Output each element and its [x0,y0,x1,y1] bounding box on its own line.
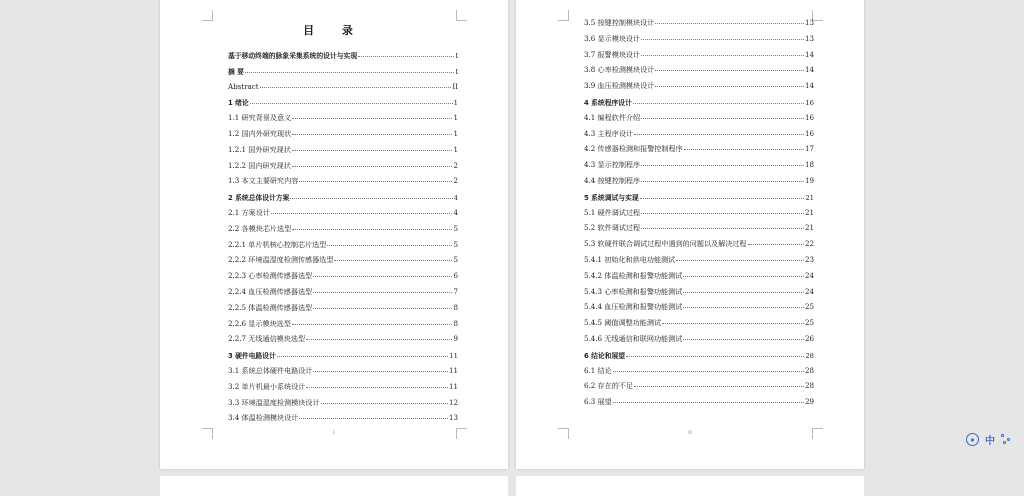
toc-entry-page: 6 [453,271,458,281]
toc-entry-page: 16 [804,128,814,138]
toc-entry-title: 1.3 本文主要研究内容 [228,176,299,186]
toc-entry-page: 11 [448,365,458,375]
toc-entry[interactable] [584,350,814,366]
toc-leader-dots [313,275,452,277]
toc-leader-dots [641,164,804,166]
toc-entry-page: 5 [453,239,458,249]
toc-entry-title: 5.4.6 无线通信和联网功能测试 [584,333,683,343]
toc-leader-dots [634,385,804,387]
toc-entry[interactable] [584,18,814,34]
toc-entry-title: 5.4.2 体温检测和报警功能测试 [584,270,683,280]
toc-entry[interactable] [228,113,458,129]
toc-entry-title: Abstract [228,81,259,91]
toc-entry-page: 18 [804,160,814,170]
toc-entry-page: 1 [453,99,458,108]
toc-entry-page: 25 [804,302,814,312]
toc-entry[interactable] [584,318,814,334]
toc-leader-dots [292,149,453,151]
toc-entry-page: 14 [804,65,814,75]
toc-leader-dots [313,291,452,293]
toc-entry-title: 2.2.6 显示模块选型 [228,318,291,328]
toc-entry[interactable] [228,287,458,303]
toc-entry-page: I [455,52,458,60]
toc-entry[interactable] [228,398,458,414]
toc-entry-page: 1 [453,128,458,138]
margin-mark [558,10,569,21]
toc-entry-page: 5 [453,223,458,233]
toc-entry[interactable] [228,350,458,366]
toc-entry-page: 21 [804,207,814,217]
toc-entry-page: I [455,67,458,76]
toc-entry-title: 1.2.1 国外研究现状 [228,144,291,154]
toc-entry-page: 13 [804,33,814,43]
toc-entry-title: 4.4 按键控制程序 [584,175,641,185]
toc-entry-page: 21 [804,223,814,233]
toc-entry[interactable] [584,255,814,271]
document-page-4-top [516,476,864,496]
toc-entry[interactable] [228,255,458,271]
toc-entry-title: 3.9 血压检测模块设计 [584,81,655,91]
toc-entry-title: 6.2 存在的不足 [584,381,634,391]
toc-entry-title: 3.1 系统总体硬件电路设计 [228,365,313,375]
toc-entry-title: 2.2.2 环境温湿度检测传感器选型 [228,255,334,265]
toc-entry-title: 5.4.5 阈值调整功能测试 [584,318,662,328]
toc-leader-dots [655,85,804,87]
toc-entry-page: 17 [804,144,814,154]
toc-entry-title: 4.2 传感器检测和报警控制程序 [584,144,683,154]
toc-entry-page: 29 [804,397,814,407]
toc-entry[interactable] [584,129,814,145]
toc-leader-dots [626,355,804,357]
toc-entry[interactable] [228,129,458,145]
toc-entry-page: 9 [453,334,458,344]
toc-leader-dots [260,86,452,88]
toc-entry-page: 7 [453,286,458,296]
toc-entry-page: 2 [453,160,458,170]
toc-entry-page: 14 [804,49,814,59]
toc-entry-title: 1.2 国内外研究现状 [228,128,292,138]
toc-entry-title: 1.2.2 国内研究现状 [228,160,291,170]
toc-leader-dots [748,243,804,245]
toc-entry-page: 5 [453,255,458,265]
toc-entry[interactable] [228,319,458,335]
toc-entry-page: 4 [453,207,458,217]
toc-entry[interactable] [228,66,458,82]
toc-entry-title: 4.3 主程序设计 [584,128,634,138]
toc-leader-dots [676,259,804,261]
toc-leader-dots [634,133,804,135]
toc-leader-dots [613,401,804,403]
toc-leader-dots [633,102,804,104]
margin-mark [202,10,213,21]
toc-entry-title: 4 系统程序设计 [584,98,632,107]
toc-entry-page: 26 [804,333,814,343]
toc-entry[interactable] [584,192,814,208]
toc-entry-page: 8 [453,302,458,312]
toc-entry-title: 5.4.3 心率检测和报警功能测试 [584,286,683,296]
toc-entry[interactable] [584,366,814,382]
toc-entry[interactable] [584,381,814,397]
toc-leader-dots [334,259,452,261]
toc-entry-page: 24 [804,286,814,296]
toc-entry[interactable] [584,34,814,50]
margin-mark [456,10,467,21]
toc-entry-page: 19 [804,175,814,185]
toc-entry[interactable] [228,145,458,161]
toc-entry-page: 28 [804,365,814,375]
toc-entry-title: 3.8 心率检测模块设计 [584,65,655,75]
toc-entry-title: 5.1 硬件调试过程 [584,207,641,217]
toc-entry-title: 2.2.1 单片机核心控制芯片选型 [228,239,327,249]
toc-leader-dots [250,102,453,104]
toc-entry[interactable] [584,223,814,239]
toc-leader-dots [683,291,804,293]
toc-entry[interactable] [584,97,814,113]
toc-entry-title: 摘 要 [228,67,244,76]
toc-entry-page: 13 [804,18,814,27]
toc-entry-page: 1 [453,113,458,123]
toc-leader-dots [662,322,804,324]
toc-entry[interactable] [584,208,814,224]
toc-entry[interactable] [584,239,814,255]
toc-leader-dots [299,180,452,182]
toc-entry-page: 8 [453,318,458,328]
toc-leader-dots [292,165,453,167]
toc-entry-title: 3.5 按键控制模块设计 [584,18,655,27]
toc-entry-page: 21 [805,193,814,202]
toc-entry-page: 28 [804,381,814,391]
toc-entry-title: 2.2.3 心率检测传感器选型 [228,271,313,281]
toc-entry-title: 6.3 展望 [584,397,612,407]
toc-leader-dots [640,197,805,199]
page-number: II [688,430,692,436]
toc-leader-dots [683,306,804,308]
toc-entry[interactable] [584,334,814,350]
toc-entry[interactable] [228,303,458,319]
toc-entry[interactable] [228,161,458,177]
toc-entry[interactable] [228,240,458,256]
toc-entry-title: 2.2 各模块芯片选型 [228,223,292,233]
toc-leader-dots [292,323,453,325]
toc-entry-title: 4.1 编程软件介绍 [584,112,641,122]
toc-entry[interactable] [584,397,814,413]
toc-leader-dots [683,338,804,340]
toc-leader-dots [290,197,452,199]
toc-entry-page: 14 [804,81,814,91]
document-page-1 [160,0,508,469]
toc-entry[interactable] [228,271,458,287]
toc-leader-dots [306,338,452,340]
toc-entry[interactable] [584,160,814,176]
toc-leader-dots [641,117,804,119]
toc-entry[interactable] [228,413,458,429]
toc-leader-dots [358,55,454,57]
toc-entry-page: 24 [804,270,814,280]
toc-entry-title: 2.2.4 血压检测传感器选型 [228,286,313,296]
toc-entry[interactable] [584,271,814,287]
toc-leader-dots [321,402,448,404]
toc-entry-page: 16 [805,98,814,107]
toc-entry-title: 6 结论和展望 [584,351,626,360]
toc-entry-page: 1 [453,144,458,154]
toc-entry[interactable] [228,224,458,240]
toc-entry-title: 2.2.7 无线通信模块选型 [228,334,306,344]
toc-entry-title: 2.1 方案设计 [228,207,270,217]
toc-entry-title: 2.2.5 体温检测传感器选型 [228,302,313,312]
toc-entry-page: 23 [804,254,814,264]
toc-entry[interactable] [584,144,814,160]
ime-toolbar[interactable] [966,430,1024,448]
toc-leader-dots [613,370,804,372]
toc-leader-dots [292,117,452,119]
toc-entry-page: 2 [453,176,458,186]
toc-entry[interactable] [228,382,458,398]
toc-entry-page: 22 [804,239,814,249]
toc-entry-title: 5.2 软件调试过程 [584,223,641,233]
toc-entry[interactable] [228,97,458,113]
toc-leader-dots [292,228,452,230]
toc-leader-dots [655,69,804,71]
toc-entry-title: 基于移动终端的脉象采集系统的设计与实现 [228,52,358,60]
toc-leader-dots [641,227,804,229]
document-page-2 [516,0,864,469]
document-page-3-top [160,476,508,496]
toc-leader-dots [313,307,452,309]
toc-list [228,50,458,429]
toc-entry[interactable] [228,334,458,350]
toc-entry-title: 3.7 报警模块设计 [584,49,641,59]
toc-entry[interactable] [584,287,814,303]
toc-entry[interactable] [584,50,814,66]
toc-entry[interactable] [228,192,458,208]
toc-entry[interactable] [228,366,458,382]
toc-entry[interactable] [228,208,458,224]
toc-entry-page: 11 [449,352,458,361]
toc-leader-dots [641,38,804,40]
toc-leader-dots [292,133,452,135]
toc-leader-dots [684,148,804,150]
toc-entry-title: 5.3 软硬件联合调试过程中遇到的问题以及解决过程 [584,239,747,249]
toc-leader-dots [245,71,454,73]
toc-entry[interactable] [584,302,814,318]
toc-entry-title: 3 硬件电路设计 [228,352,276,361]
toc-entry-title: 1 绪论 [228,99,249,108]
toc-entry[interactable] [228,176,458,192]
toc-list [584,18,814,413]
toc-entry-page: 12 [448,397,458,407]
toc-leader-dots [327,244,452,246]
toc-entry[interactable] [584,65,814,81]
page-number: I [333,430,335,436]
toc-entry-title: 1.1 研究背景及意义 [228,113,292,123]
toc-leader-dots [306,386,448,388]
toc-entry-title: 3.4 体温检测模块设计 [228,413,299,423]
toc-entry[interactable] [584,81,814,97]
toc-title: 目 录 [303,24,365,37]
toc-entry-title: 3.6 显示模块设计 [584,33,641,43]
toc-leader-dots [313,370,447,372]
toc-entry-title: 5.4.1 初始化和供电功能测试 [584,254,676,264]
toc-entry-title: 4.3 显示控制程序 [584,160,641,170]
toc-entry[interactable] [584,176,814,192]
toc-entry[interactable] [584,113,814,129]
toc-entry-title: 2 系统总体设计方案 [228,194,290,203]
toc-entry-page: 16 [804,112,814,122]
toc-leader-dots [641,212,804,214]
ime-language-toggle[interactable]: 中 [985,435,995,447]
toc-leader-dots [641,54,804,56]
toc-entry-title: 3.3 环境温湿度检测模块设计 [228,397,320,407]
toc-leader-dots [683,275,804,277]
toc-entry-title: 5.4.4 血压检测和报警功能测试 [584,302,683,312]
ime-dots-icon[interactable] [1001,434,1011,444]
toc-entry-page: 28 [805,351,814,360]
toc-leader-dots [655,22,804,24]
toc-entry-page: 25 [804,318,814,328]
toc-entry-page: II [452,81,458,91]
toc-leader-dots [299,417,448,419]
toc-entry[interactable] [228,82,458,98]
toc-leader-dots [641,180,804,182]
toc-entry-title: 3.2 单片机最小系统设计 [228,381,306,391]
toc-entry-title: 6.1 结论 [584,365,612,375]
toc-entry-title: 5 系统调试与实现 [584,193,639,202]
toc-leader-dots [277,355,448,357]
toc-entry-page: 13 [448,413,458,423]
toc-entry-page: 11 [448,381,458,391]
toc-entry[interactable] [228,50,458,66]
ime-logo-icon[interactable]: ● [966,433,979,446]
toc-entry-page: 4 [453,194,458,203]
toc-leader-dots [271,212,453,214]
